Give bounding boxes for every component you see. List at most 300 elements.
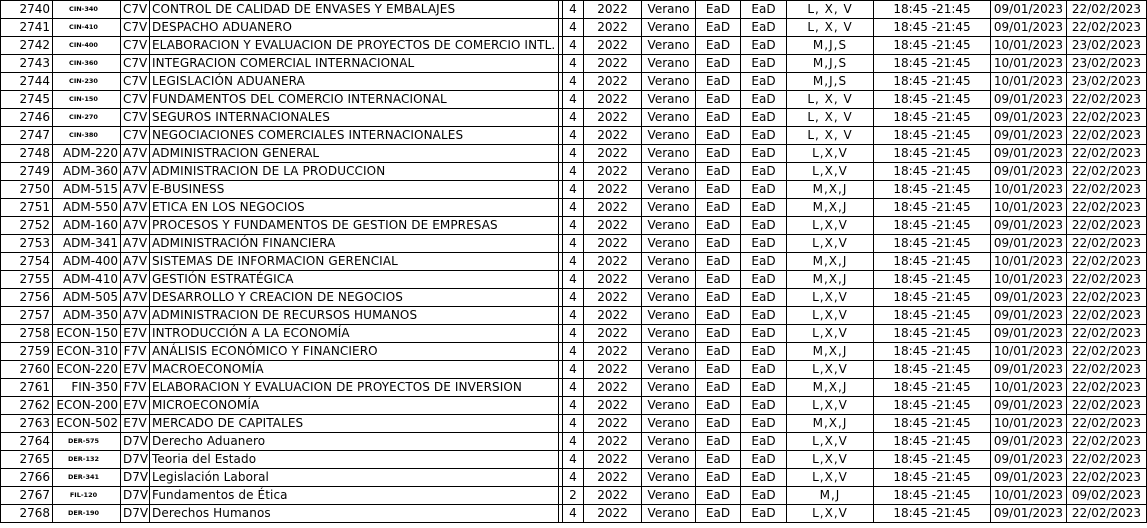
period-cell[interactable]: Verano (642, 433, 696, 451)
course-code-cell[interactable]: CIN-400 (53, 37, 121, 55)
end-date-cell[interactable]: 23/02/2023 (1067, 55, 1147, 73)
modality-cell[interactable]: EaD (696, 289, 741, 307)
course-code-cell[interactable]: ADM-400 (53, 253, 121, 271)
course-name-cell[interactable]: ETICA EN LOS NEGOCIOS (150, 199, 559, 217)
modality-2-cell[interactable]: EaD (741, 235, 787, 253)
start-date-cell[interactable]: 10/01/2023 (991, 415, 1067, 433)
end-date-cell[interactable]: 22/02/2023 (1067, 109, 1147, 127)
schedule-time-cell[interactable]: 18:45 -21:45 (874, 55, 991, 73)
course-name-cell[interactable]: SISTEMAS DE INFORMACION GERENCIAL (150, 253, 559, 271)
group-code-cell[interactable]: D7V (121, 451, 150, 469)
course-code-cell[interactable]: CIN-150 (53, 91, 121, 109)
period-cell[interactable]: Verano (642, 199, 696, 217)
days-cell[interactable]: L, X, V (787, 91, 874, 109)
schedule-time-cell[interactable]: 18:45 -21:45 (874, 199, 991, 217)
modality-cell[interactable]: EaD (696, 19, 741, 37)
schedule-time-cell[interactable]: 18:45 -21:45 (874, 325, 991, 343)
period-cell[interactable]: Verano (642, 397, 696, 415)
modality-cell[interactable]: EaD (696, 73, 741, 91)
modality-2-cell[interactable]: EaD (741, 109, 787, 127)
period-cell[interactable]: Verano (642, 415, 696, 433)
course-name-cell[interactable]: MERCADO DE CAPITALES (150, 415, 559, 433)
group-code-cell[interactable]: D7V (121, 487, 150, 505)
year-cell[interactable]: 2022 (584, 487, 642, 505)
course-code-cell[interactable]: ADM-360 (53, 163, 121, 181)
end-date-cell[interactable]: 22/02/2023 (1067, 397, 1147, 415)
table-row[interactable] (1, 145, 1147, 163)
modality-cell[interactable]: EaD (696, 217, 741, 235)
end-date-cell[interactable]: 22/02/2023 (1067, 433, 1147, 451)
course-code-cell[interactable]: DER-341 (53, 469, 121, 487)
course-name-cell[interactable]: SEGUROS INTERNACIONALES (150, 109, 559, 127)
course-code-cell[interactable]: DER-575 (53, 433, 121, 451)
days-cell[interactable]: L,X,V (787, 505, 874, 523)
end-date-cell[interactable]: 22/02/2023 (1067, 505, 1147, 523)
modality-cell[interactable]: EaD (696, 181, 741, 199)
start-date-cell[interactable]: 10/01/2023 (991, 73, 1067, 91)
group-code-cell[interactable]: A7V (121, 307, 150, 325)
period-cell[interactable]: Verano (642, 307, 696, 325)
row-number-cell[interactable]: 2744 (1, 73, 53, 91)
modality-2-cell[interactable]: EaD (741, 1, 787, 19)
table-row[interactable] (1, 127, 1147, 145)
course-name-cell[interactable]: GESTIÓN ESTRATÉGICA (150, 271, 559, 289)
credits-cell[interactable]: 4 (563, 181, 584, 199)
start-date-cell[interactable]: 10/01/2023 (991, 271, 1067, 289)
modality-cell[interactable]: EaD (696, 199, 741, 217)
row-number-cell[interactable]: 2767 (1, 487, 53, 505)
group-code-cell[interactable]: F7V (121, 343, 150, 361)
days-cell[interactable]: L,X,V (787, 163, 874, 181)
course-code-cell[interactable]: ADM-515 (53, 181, 121, 199)
modality-2-cell[interactable]: EaD (741, 379, 787, 397)
year-cell[interactable]: 2022 (584, 469, 642, 487)
course-code-cell[interactable]: CIN-410 (53, 19, 121, 37)
schedule-time-cell[interactable]: 18:45 -21:45 (874, 127, 991, 145)
schedule-time-cell[interactable]: 18:45 -21:45 (874, 361, 991, 379)
end-date-cell[interactable]: 22/02/2023 (1067, 235, 1147, 253)
year-cell[interactable]: 2022 (584, 253, 642, 271)
credits-cell[interactable]: 4 (563, 199, 584, 217)
credits-cell[interactable]: 4 (563, 451, 584, 469)
modality-2-cell[interactable]: EaD (741, 361, 787, 379)
days-cell[interactable]: L,X,V (787, 451, 874, 469)
group-code-cell[interactable]: C7V (121, 37, 150, 55)
days-cell[interactable]: M,X,J (787, 181, 874, 199)
course-name-cell[interactable]: E-BUSINESS (150, 181, 559, 199)
course-name-cell[interactable]: LEGISLACIÓN ADUANERA (150, 73, 559, 91)
course-code-cell[interactable]: DER-190 (53, 505, 121, 523)
period-cell[interactable]: Verano (642, 487, 696, 505)
days-cell[interactable]: L, X, V (787, 19, 874, 37)
schedule-time-cell[interactable]: 18:45 -21:45 (874, 217, 991, 235)
schedule-time-cell[interactable]: 18:45 -21:45 (874, 109, 991, 127)
row-number-cell[interactable]: 2763 (1, 415, 53, 433)
period-cell[interactable]: Verano (642, 37, 696, 55)
year-cell[interactable]: 2022 (584, 307, 642, 325)
schedule-time-cell[interactable]: 18:45 -21:45 (874, 145, 991, 163)
days-cell[interactable]: L,X,V (787, 217, 874, 235)
modality-2-cell[interactable]: EaD (741, 325, 787, 343)
course-name-cell[interactable]: PROCESOS Y FUNDAMENTOS DE GESTION DE EMPRESAS (150, 217, 559, 235)
credits-cell[interactable]: 4 (563, 73, 584, 91)
group-code-cell[interactable]: A7V (121, 235, 150, 253)
days-cell[interactable]: L, X, V (787, 1, 874, 19)
end-date-cell[interactable]: 22/02/2023 (1067, 325, 1147, 343)
row-number-cell[interactable]: 2761 (1, 379, 53, 397)
days-cell[interactable]: L, X, V (787, 109, 874, 127)
course-name-cell[interactable]: Derecho Aduanero (150, 433, 559, 451)
credits-cell[interactable]: 4 (563, 271, 584, 289)
credits-cell[interactable]: 4 (563, 163, 584, 181)
modality-2-cell[interactable]: EaD (741, 487, 787, 505)
year-cell[interactable]: 2022 (584, 199, 642, 217)
modality-2-cell[interactable]: EaD (741, 145, 787, 163)
row-number-cell[interactable]: 2758 (1, 325, 53, 343)
year-cell[interactable]: 2022 (584, 73, 642, 91)
days-cell[interactable]: L, X, V (787, 127, 874, 145)
group-code-cell[interactable]: A7V (121, 145, 150, 163)
course-name-cell[interactable]: FUNDAMENTOS DEL COMERCIO INTERNACIONAL (150, 91, 559, 109)
schedule-time-cell[interactable]: 18:45 -21:45 (874, 397, 991, 415)
row-number-cell[interactable]: 2752 (1, 217, 53, 235)
credits-cell[interactable]: 4 (563, 91, 584, 109)
group-code-cell[interactable]: E7V (121, 325, 150, 343)
days-cell[interactable]: M,J,S (787, 55, 874, 73)
end-date-cell[interactable]: 22/02/2023 (1067, 145, 1147, 163)
period-cell[interactable]: Verano (642, 127, 696, 145)
schedule-time-cell[interactable]: 18:45 -21:45 (874, 91, 991, 109)
start-date-cell[interactable]: 09/01/2023 (991, 325, 1067, 343)
row-number-cell[interactable]: 2768 (1, 505, 53, 523)
modality-2-cell[interactable]: EaD (741, 469, 787, 487)
days-cell[interactable]: L,X,V (787, 397, 874, 415)
course-name-cell[interactable]: CONTROL DE CALIDAD DE ENVASES Y EMBALAJES (150, 1, 559, 19)
start-date-cell[interactable]: 09/01/2023 (991, 19, 1067, 37)
start-date-cell[interactable]: 09/01/2023 (991, 397, 1067, 415)
start-date-cell[interactable]: 09/01/2023 (991, 289, 1067, 307)
end-date-cell[interactable]: 22/02/2023 (1067, 181, 1147, 199)
days-cell[interactable]: M,X,J (787, 253, 874, 271)
table-row[interactable] (1, 289, 1147, 307)
modality-cell[interactable]: EaD (696, 1, 741, 19)
days-cell[interactable]: L,X,V (787, 235, 874, 253)
course-code-cell[interactable]: CIN-340 (53, 1, 121, 19)
period-cell[interactable]: Verano (642, 55, 696, 73)
schedule-time-cell[interactable]: 18:45 -21:45 (874, 415, 991, 433)
period-cell[interactable]: Verano (642, 145, 696, 163)
modality-2-cell[interactable]: EaD (741, 397, 787, 415)
days-cell[interactable]: L,X,V (787, 145, 874, 163)
schedule-time-cell[interactable]: 18:45 -21:45 (874, 505, 991, 523)
row-number-cell[interactable]: 2749 (1, 163, 53, 181)
group-code-cell[interactable]: A7V (121, 217, 150, 235)
year-cell[interactable]: 2022 (584, 181, 642, 199)
table-row[interactable] (1, 271, 1147, 289)
row-number-cell[interactable]: 2760 (1, 361, 53, 379)
end-date-cell[interactable]: 22/02/2023 (1067, 271, 1147, 289)
start-date-cell[interactable]: 10/01/2023 (991, 487, 1067, 505)
modality-cell[interactable]: EaD (696, 397, 741, 415)
period-cell[interactable]: Verano (642, 271, 696, 289)
end-date-cell[interactable]: 22/02/2023 (1067, 343, 1147, 361)
table-row[interactable] (1, 181, 1147, 199)
year-cell[interactable]: 2022 (584, 217, 642, 235)
modality-cell[interactable]: EaD (696, 55, 741, 73)
row-number-cell[interactable]: 2766 (1, 469, 53, 487)
credits-cell[interactable]: 4 (563, 37, 584, 55)
period-cell[interactable]: Verano (642, 451, 696, 469)
days-cell[interactable]: M,X,J (787, 271, 874, 289)
course-name-cell[interactable]: ANÁLISIS ECONÓMICO Y FINANCIERO (150, 343, 559, 361)
days-cell[interactable]: L,X,V (787, 325, 874, 343)
table-row[interactable] (1, 217, 1147, 235)
course-name-cell[interactable]: INTEGRACION COMERCIAL INTERNACIONAL (150, 55, 559, 73)
course-name-cell[interactable]: Legislación Laboral (150, 469, 559, 487)
start-date-cell[interactable]: 10/01/2023 (991, 253, 1067, 271)
modality-cell[interactable]: EaD (696, 307, 741, 325)
course-name-cell[interactable]: ELABORACION Y EVALUACION DE PROYECTOS DE COMERCIO INTL. (150, 37, 559, 55)
schedule-time-cell[interactable]: 18:45 -21:45 (874, 271, 991, 289)
modality-cell[interactable]: EaD (696, 505, 741, 523)
modality-2-cell[interactable]: EaD (741, 37, 787, 55)
days-cell[interactable]: M,X,J (787, 343, 874, 361)
days-cell[interactable]: M,J,S (787, 73, 874, 91)
days-cell[interactable]: L,X,V (787, 307, 874, 325)
group-code-cell[interactable]: C7V (121, 73, 150, 91)
table-row[interactable] (1, 325, 1147, 343)
course-code-cell[interactable]: ADM-341 (53, 235, 121, 253)
modality-cell[interactable]: EaD (696, 325, 741, 343)
credits-cell[interactable]: 4 (563, 343, 584, 361)
table-row[interactable] (1, 307, 1147, 325)
group-code-cell[interactable]: C7V (121, 55, 150, 73)
table-row[interactable] (1, 55, 1147, 73)
period-cell[interactable]: Verano (642, 1, 696, 19)
schedule-time-cell[interactable]: 18:45 -21:45 (874, 289, 991, 307)
row-number-cell[interactable]: 2747 (1, 127, 53, 145)
course-name-cell[interactable]: ADMINISTRACION GENERAL (150, 145, 559, 163)
end-date-cell[interactable]: 22/02/2023 (1067, 361, 1147, 379)
course-code-cell[interactable]: ADM-410 (53, 271, 121, 289)
schedule-time-cell[interactable]: 18:45 -21:45 (874, 19, 991, 37)
credits-cell[interactable]: 4 (563, 415, 584, 433)
schedule-time-cell[interactable]: 18:45 -21:45 (874, 307, 991, 325)
group-code-cell[interactable]: E7V (121, 361, 150, 379)
end-date-cell[interactable]: 22/02/2023 (1067, 91, 1147, 109)
course-code-cell[interactable]: ADM-220 (53, 145, 121, 163)
row-number-cell[interactable]: 2756 (1, 289, 53, 307)
start-date-cell[interactable]: 09/01/2023 (991, 361, 1067, 379)
row-number-cell[interactable]: 2757 (1, 307, 53, 325)
period-cell[interactable]: Verano (642, 253, 696, 271)
days-cell[interactable]: M,X,J (787, 415, 874, 433)
start-date-cell[interactable]: 10/01/2023 (991, 199, 1067, 217)
row-number-cell[interactable]: 2748 (1, 145, 53, 163)
course-name-cell[interactable]: ADMINISTRACIÓN FINANCIERA (150, 235, 559, 253)
course-name-cell[interactable]: MICROECONOMÍA (150, 397, 559, 415)
period-cell[interactable]: Verano (642, 109, 696, 127)
modality-cell[interactable]: EaD (696, 127, 741, 145)
end-date-cell[interactable]: 22/02/2023 (1067, 163, 1147, 181)
period-cell[interactable]: Verano (642, 181, 696, 199)
year-cell[interactable]: 2022 (584, 415, 642, 433)
modality-2-cell[interactable]: EaD (741, 217, 787, 235)
end-date-cell[interactable]: 23/02/2023 (1067, 73, 1147, 91)
row-number-cell[interactable]: 2740 (1, 1, 53, 19)
group-code-cell[interactable]: C7V (121, 109, 150, 127)
year-cell[interactable]: 2022 (584, 433, 642, 451)
table-row[interactable] (1, 379, 1147, 397)
course-code-cell[interactable]: ADM-505 (53, 289, 121, 307)
schedule-time-cell[interactable]: 18:45 -21:45 (874, 1, 991, 19)
modality-cell[interactable]: EaD (696, 487, 741, 505)
course-code-cell[interactable]: ECON-220 (53, 361, 121, 379)
modality-cell[interactable]: EaD (696, 145, 741, 163)
days-cell[interactable]: L,X,V (787, 433, 874, 451)
table-row[interactable] (1, 397, 1147, 415)
group-code-cell[interactable]: C7V (121, 127, 150, 145)
group-code-cell[interactable]: A7V (121, 271, 150, 289)
schedule-time-cell[interactable]: 18:45 -21:45 (874, 73, 991, 91)
year-cell[interactable]: 2022 (584, 505, 642, 523)
year-cell[interactable]: 2022 (584, 19, 642, 37)
course-name-cell[interactable]: ADMINISTRACION DE LA PRODUCCION (150, 163, 559, 181)
course-code-cell[interactable]: FIN-350 (53, 379, 121, 397)
table-row[interactable] (1, 433, 1147, 451)
year-cell[interactable]: 2022 (584, 55, 642, 73)
course-code-cell[interactable]: ECON-150 (53, 325, 121, 343)
period-cell[interactable]: Verano (642, 73, 696, 91)
credits-cell[interactable]: 4 (563, 109, 584, 127)
table-row[interactable] (1, 253, 1147, 271)
table-row[interactable] (1, 1, 1147, 19)
period-cell[interactable]: Verano (642, 19, 696, 37)
year-cell[interactable]: 2022 (584, 379, 642, 397)
start-date-cell[interactable]: 09/01/2023 (991, 127, 1067, 145)
modality-2-cell[interactable]: EaD (741, 127, 787, 145)
credits-cell[interactable]: 4 (563, 55, 584, 73)
start-date-cell[interactable]: 10/01/2023 (991, 55, 1067, 73)
group-code-cell[interactable]: C7V (121, 1, 150, 19)
table-row[interactable] (1, 199, 1147, 217)
table-row[interactable] (1, 343, 1147, 361)
course-code-cell[interactable]: ECON-200 (53, 397, 121, 415)
end-date-cell[interactable]: 22/02/2023 (1067, 127, 1147, 145)
group-code-cell[interactable]: A7V (121, 181, 150, 199)
end-date-cell[interactable]: 22/02/2023 (1067, 469, 1147, 487)
year-cell[interactable]: 2022 (584, 361, 642, 379)
row-number-cell[interactable]: 2750 (1, 181, 53, 199)
course-code-cell[interactable]: FIL-120 (53, 487, 121, 505)
modality-2-cell[interactable]: EaD (741, 415, 787, 433)
course-name-cell[interactable]: NEGOCIACIONES COMERCIALES INTERNACIONALES (150, 127, 559, 145)
credits-cell[interactable]: 4 (563, 433, 584, 451)
days-cell[interactable]: M,J (787, 487, 874, 505)
period-cell[interactable]: Verano (642, 379, 696, 397)
modality-cell[interactable]: EaD (696, 253, 741, 271)
group-code-cell[interactable]: C7V (121, 19, 150, 37)
schedule-time-cell[interactable]: 18:45 -21:45 (874, 487, 991, 505)
table-row[interactable] (1, 163, 1147, 181)
table-row[interactable] (1, 415, 1147, 433)
modality-2-cell[interactable]: EaD (741, 289, 787, 307)
row-number-cell[interactable]: 2754 (1, 253, 53, 271)
period-cell[interactable]: Verano (642, 289, 696, 307)
end-date-cell[interactable]: 09/02/2023 (1067, 487, 1147, 505)
credits-cell[interactable]: 2 (563, 487, 584, 505)
modality-2-cell[interactable]: EaD (741, 163, 787, 181)
end-date-cell[interactable]: 22/02/2023 (1067, 415, 1147, 433)
credits-cell[interactable]: 4 (563, 253, 584, 271)
modality-cell[interactable]: EaD (696, 91, 741, 109)
start-date-cell[interactable]: 09/01/2023 (991, 469, 1067, 487)
modality-2-cell[interactable]: EaD (741, 505, 787, 523)
table-row[interactable] (1, 361, 1147, 379)
modality-cell[interactable]: EaD (696, 469, 741, 487)
modality-2-cell[interactable]: EaD (741, 271, 787, 289)
course-name-cell[interactable]: ELABORACION Y EVALUACION DE PROYECTOS DE INVERSION (150, 379, 559, 397)
group-code-cell[interactable]: A7V (121, 253, 150, 271)
row-number-cell[interactable]: 2741 (1, 19, 53, 37)
modality-cell[interactable]: EaD (696, 37, 741, 55)
start-date-cell[interactable]: 09/01/2023 (991, 217, 1067, 235)
credits-cell[interactable]: 4 (563, 145, 584, 163)
row-number-cell[interactable]: 2753 (1, 235, 53, 253)
modality-2-cell[interactable]: EaD (741, 55, 787, 73)
course-name-cell[interactable]: INTRODUCCIÓN A LA ECONOMÍA (150, 325, 559, 343)
table-row[interactable] (1, 235, 1147, 253)
credits-cell[interactable]: 4 (563, 325, 584, 343)
start-date-cell[interactable]: 09/01/2023 (991, 235, 1067, 253)
year-cell[interactable]: 2022 (584, 145, 642, 163)
group-code-cell[interactable]: A7V (121, 289, 150, 307)
table-row[interactable] (1, 37, 1147, 55)
schedule-time-cell[interactable]: 18:45 -21:45 (874, 343, 991, 361)
credits-cell[interactable]: 4 (563, 361, 584, 379)
days-cell[interactable]: M,J,S (787, 37, 874, 55)
row-number-cell[interactable]: 2745 (1, 91, 53, 109)
course-code-cell[interactable]: CIN-380 (53, 127, 121, 145)
group-code-cell[interactable]: D7V (121, 433, 150, 451)
start-date-cell[interactable]: 10/01/2023 (991, 343, 1067, 361)
period-cell[interactable]: Verano (642, 235, 696, 253)
end-date-cell[interactable]: 22/02/2023 (1067, 199, 1147, 217)
days-cell[interactable]: L,X,V (787, 361, 874, 379)
modality-2-cell[interactable]: EaD (741, 91, 787, 109)
modality-cell[interactable]: EaD (696, 343, 741, 361)
modality-cell[interactable]: EaD (696, 433, 741, 451)
row-number-cell[interactable]: 2764 (1, 433, 53, 451)
end-date-cell[interactable]: 22/02/2023 (1067, 451, 1147, 469)
end-date-cell[interactable]: 22/02/2023 (1067, 1, 1147, 19)
year-cell[interactable]: 2022 (584, 37, 642, 55)
year-cell[interactable]: 2022 (584, 127, 642, 145)
course-code-cell[interactable]: ADM-550 (53, 199, 121, 217)
year-cell[interactable]: 2022 (584, 325, 642, 343)
end-date-cell[interactable]: 22/02/2023 (1067, 289, 1147, 307)
credits-cell[interactable]: 4 (563, 397, 584, 415)
end-date-cell[interactable]: 22/02/2023 (1067, 379, 1147, 397)
modality-2-cell[interactable]: EaD (741, 19, 787, 37)
table-row[interactable] (1, 487, 1147, 505)
modality-2-cell[interactable]: EaD (741, 181, 787, 199)
year-cell[interactable]: 2022 (584, 271, 642, 289)
credits-cell[interactable]: 4 (563, 505, 584, 523)
schedule-time-cell[interactable]: 18:45 -21:45 (874, 433, 991, 451)
credits-cell[interactable]: 4 (563, 235, 584, 253)
days-cell[interactable]: M,X,J (787, 379, 874, 397)
